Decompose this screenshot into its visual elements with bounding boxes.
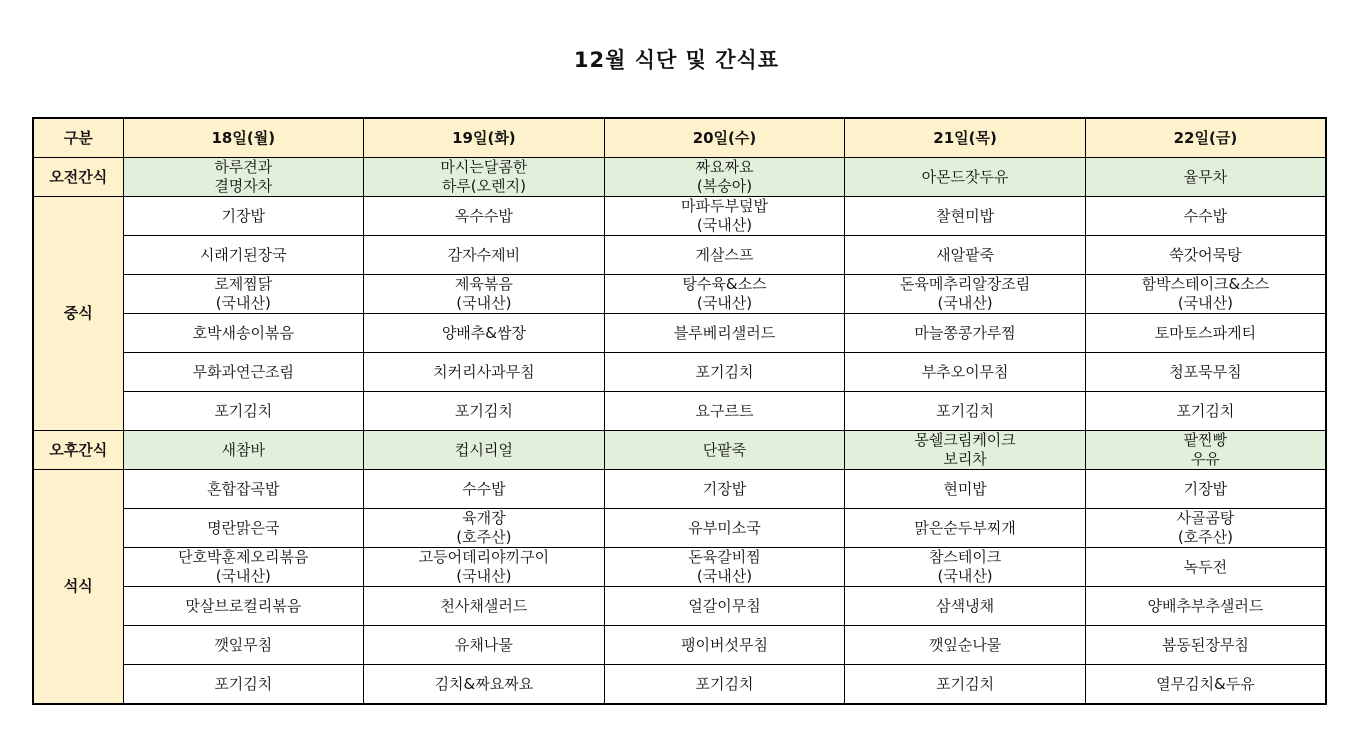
menu-item: 탕수육&소스 (국내산)	[604, 275, 845, 314]
header-day: 19일(화)	[364, 118, 605, 158]
section-label: 오전간식	[33, 158, 123, 197]
menu-item: 천사채샐러드	[364, 587, 605, 626]
header-category: 구분	[33, 118, 123, 158]
section-label: 중식	[33, 197, 123, 431]
header-row	[33, 118, 1326, 158]
menu-item: 포기김치	[364, 392, 605, 431]
menu-item: 로제찜닭 (국내산)	[123, 275, 364, 314]
menu-item: 호박새송이볶음	[123, 314, 364, 353]
header-day: 22일(금)	[1085, 118, 1326, 158]
menu-item: 참스테이크 (국내산)	[845, 548, 1086, 587]
menu-item: 유부미소국	[604, 509, 845, 548]
menu-item: 봄동된장무침	[1085, 626, 1326, 665]
menu-item: 포기김치	[845, 392, 1086, 431]
menu-item: 마늘쫑콩가루찜	[845, 314, 1086, 353]
meal-row	[33, 314, 1326, 353]
menu-item: 마시는달콤한 하루(오렌지)	[364, 158, 605, 197]
menu-item: 김치&짜요짜요	[364, 665, 605, 705]
menu-item: 돈육메추리알장조림 (국내산)	[845, 275, 1086, 314]
section-label: 석식	[33, 470, 123, 705]
menu-item: 사골곰탕 (호주산)	[1085, 509, 1326, 548]
menu-item: 얼갈이무침	[604, 587, 845, 626]
meal-row	[33, 353, 1326, 392]
header-day: 21일(목)	[845, 118, 1086, 158]
section-label: 오후간식	[33, 431, 123, 470]
meal-row	[33, 275, 1326, 314]
menu-item: 삼색냉채	[845, 587, 1086, 626]
menu-item: 포기김치	[123, 392, 364, 431]
menu-item: 몽쉘크림케이크 보리차	[845, 431, 1086, 470]
menu-item: 찰현미밥	[845, 197, 1086, 236]
menu-item: 깻잎순나물	[845, 626, 1086, 665]
menu-item: 새참바	[123, 431, 364, 470]
menu-item: 팽이버섯무침	[604, 626, 845, 665]
menu-item: 돈육갈비찜 (국내산)	[604, 548, 845, 587]
meal-row	[33, 626, 1326, 665]
snack-row	[33, 431, 1326, 470]
menu-item: 맛살브로컬리볶음	[123, 587, 364, 626]
menu-item: 포기김치	[604, 665, 845, 705]
menu-item: 열무김치&두유	[1085, 665, 1326, 705]
menu-item: 무화과연근조림	[123, 353, 364, 392]
menu-item: 부추오이무침	[845, 353, 1086, 392]
meal-row	[33, 548, 1326, 587]
menu-item: 하루견과 결명자차	[123, 158, 364, 197]
menu-item: 녹두전	[1085, 548, 1326, 587]
menu-item: 블루베리샐러드	[604, 314, 845, 353]
menu-table	[32, 117, 1327, 705]
menu-item: 수수밥	[1085, 197, 1326, 236]
menu-item: 팥찐빵 우유	[1085, 431, 1326, 470]
menu-item: 시래기된장국	[123, 236, 364, 275]
menu-item: 토마토스파게티	[1085, 314, 1326, 353]
menu-item: 양배추&쌈장	[364, 314, 605, 353]
meal-row	[33, 509, 1326, 548]
menu-item: 고등어데리야끼구이 (국내산)	[364, 548, 605, 587]
menu-item: 깻잎무침	[123, 626, 364, 665]
menu-item: 포기김치	[123, 665, 364, 705]
menu-item: 기장밥	[604, 470, 845, 509]
snack-row	[33, 158, 1326, 197]
menu-item: 마파두부덮밥 (국내산)	[604, 197, 845, 236]
menu-item: 포기김치	[604, 353, 845, 392]
menu-item: 요구르트	[604, 392, 845, 431]
menu-item: 포기김치	[845, 665, 1086, 705]
menu-item: 명란맑은국	[123, 509, 364, 548]
menu-item: 유채나물	[364, 626, 605, 665]
menu-item: 옥수수밥	[364, 197, 605, 236]
menu-item: 맑은순두부찌개	[845, 509, 1086, 548]
header-day: 20일(수)	[604, 118, 845, 158]
menu-item: 제육볶음 (국내산)	[364, 275, 605, 314]
menu-item: 기장밥	[1085, 470, 1326, 509]
menu-item: 치커리사과무침	[364, 353, 605, 392]
meal-row	[33, 236, 1326, 275]
meal-row	[33, 392, 1326, 431]
menu-item: 율무차	[1085, 158, 1326, 197]
menu-item: 게살스프	[604, 236, 845, 275]
menu-item: 단호박훈제오리볶음 (국내산)	[123, 548, 364, 587]
menu-item: 함박스테이크&소스 (국내산)	[1085, 275, 1326, 314]
menu-item: 기장밥	[123, 197, 364, 236]
menu-item: 아몬드잣두유	[845, 158, 1086, 197]
menu-item: 혼합잡곡밥	[123, 470, 364, 509]
header-day: 18일(월)	[123, 118, 364, 158]
menu-item: 감자수제비	[364, 236, 605, 275]
menu-item: 청포묵무침	[1085, 353, 1326, 392]
menu-item: 포기김치	[1085, 392, 1326, 431]
menu-item: 수수밥	[364, 470, 605, 509]
meal-row	[33, 665, 1326, 705]
menu-item: 현미밥	[845, 470, 1086, 509]
menu-item: 양배추부추샐러드	[1085, 587, 1326, 626]
menu-item: 짜요짜요 (복숭아)	[604, 158, 845, 197]
meal-row	[33, 197, 1326, 236]
menu-item: 단팥죽	[604, 431, 845, 470]
menu-item: 새알팥죽	[845, 236, 1086, 275]
menu-item: 컵시리얼	[364, 431, 605, 470]
menu-item: 쑥갓어묵탕	[1085, 236, 1326, 275]
menu-item: 육개장 (호주산)	[364, 509, 605, 548]
page-title: 12월 식단 및 간식표	[573, 48, 780, 72]
meal-row	[33, 587, 1326, 626]
meal-row	[33, 470, 1326, 509]
